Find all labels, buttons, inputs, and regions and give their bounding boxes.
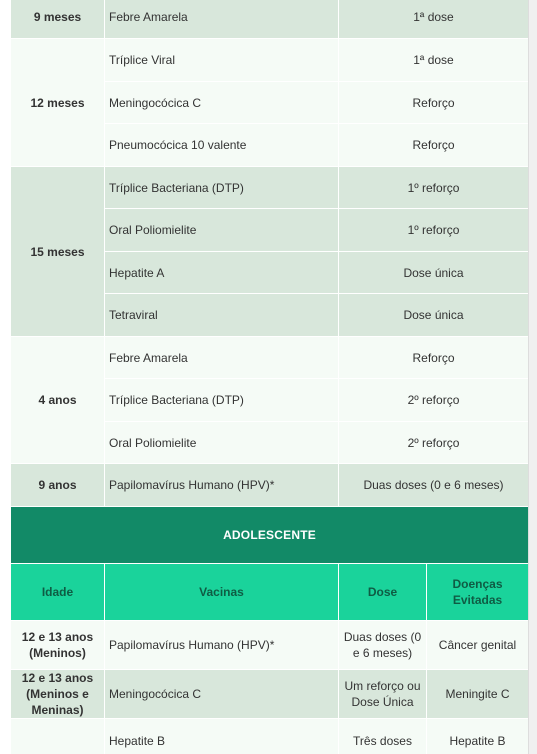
dose-cell: 1ª dose — [339, 39, 529, 82]
vertical-scrollbar[interactable] — [528, 0, 537, 754]
vaccine-cell: Tríplice Viral — [105, 39, 339, 82]
vaccine-cell: Febre Amarela — [105, 0, 339, 39]
table-row — [11, 719, 529, 754]
dose-cell: 1º reforço — [339, 167, 529, 209]
dose-cell: Reforço — [339, 124, 529, 167]
dose-cell: 2º reforço — [339, 422, 529, 464]
vaccine-cell: Papilomavírus Humano (HPV)* — [105, 621, 339, 670]
vaccine-cell: Meningocócica C — [105, 82, 339, 124]
dose-cell: 1ª dose — [339, 0, 529, 39]
dose-cell: Três doses — [339, 719, 427, 754]
age-cell: 12 meses — [11, 39, 105, 167]
table-row — [11, 0, 529, 39]
section-title: ADOLESCENTE — [11, 507, 529, 564]
dose-cell: Dose única — [339, 294, 529, 337]
vaccine-cell: Tríplice Bacteriana (DTP) — [105, 167, 339, 209]
table-row — [11, 670, 529, 719]
dose-cell: 1º reforço — [339, 209, 529, 252]
table-row — [11, 621, 529, 670]
column-header-row — [11, 564, 529, 621]
vaccine-cell: Oral Poliomielite — [105, 209, 339, 252]
vaccine-cell: Papilomavírus Humano (HPV)* — [105, 464, 339, 507]
vaccine-cell: Hepatite B — [105, 719, 339, 754]
vaccine-cell: Febre Amarela — [105, 337, 339, 379]
dose-cell: Reforço — [339, 337, 529, 379]
header-age: Idade — [11, 564, 105, 621]
dose-cell: Duas doses (0 e 6 meses) — [339, 464, 529, 507]
age-cell — [11, 719, 105, 754]
diseases-cell: Câncer genital — [427, 621, 529, 670]
vaccine-cell: Oral Poliomielite — [105, 422, 339, 464]
age-cell: 4 anos — [11, 337, 105, 464]
vaccine-cell: Hepatite A — [105, 252, 339, 294]
age-cell: 12 e 13 anos (Meninos) — [11, 621, 105, 670]
dose-cell: Reforço — [339, 82, 529, 124]
age-cell: 15 meses — [11, 167, 105, 337]
child-schedule-table — [10, 0, 529, 507]
dose-cell: Dose única — [339, 252, 529, 294]
age-cell: 9 anos — [11, 464, 105, 507]
table-row — [11, 167, 529, 209]
table-row — [11, 39, 529, 82]
dose-cell: Um reforço ou Dose Única — [339, 670, 427, 719]
vaccine-cell: Pneumocócica 10 valente — [105, 124, 339, 167]
age-cell: 9 meses — [11, 0, 105, 39]
header-vaccine: Vacinas — [105, 564, 339, 621]
header-diseases: Doenças Evitadas — [427, 564, 529, 621]
vaccine-cell: Tetraviral — [105, 294, 339, 337]
dose-cell: 2º reforço — [339, 379, 529, 422]
vaccine-cell: Tríplice Bacteriana (DTP) — [105, 379, 339, 422]
diseases-cell: Meningite C — [427, 670, 529, 719]
table-row — [11, 464, 529, 507]
age-cell: 12 e 13 anos (Meninos e Meninas) — [11, 670, 105, 719]
table-row — [11, 337, 529, 379]
vaccine-cell: Meningocócica C — [105, 670, 339, 719]
header-dose: Dose — [339, 564, 427, 621]
adolescent-table — [10, 506, 529, 754]
dose-cell: Duas doses (0 e 6 meses) — [339, 621, 427, 670]
diseases-cell: Hepatite B — [427, 719, 529, 754]
section-header-row — [11, 507, 529, 564]
